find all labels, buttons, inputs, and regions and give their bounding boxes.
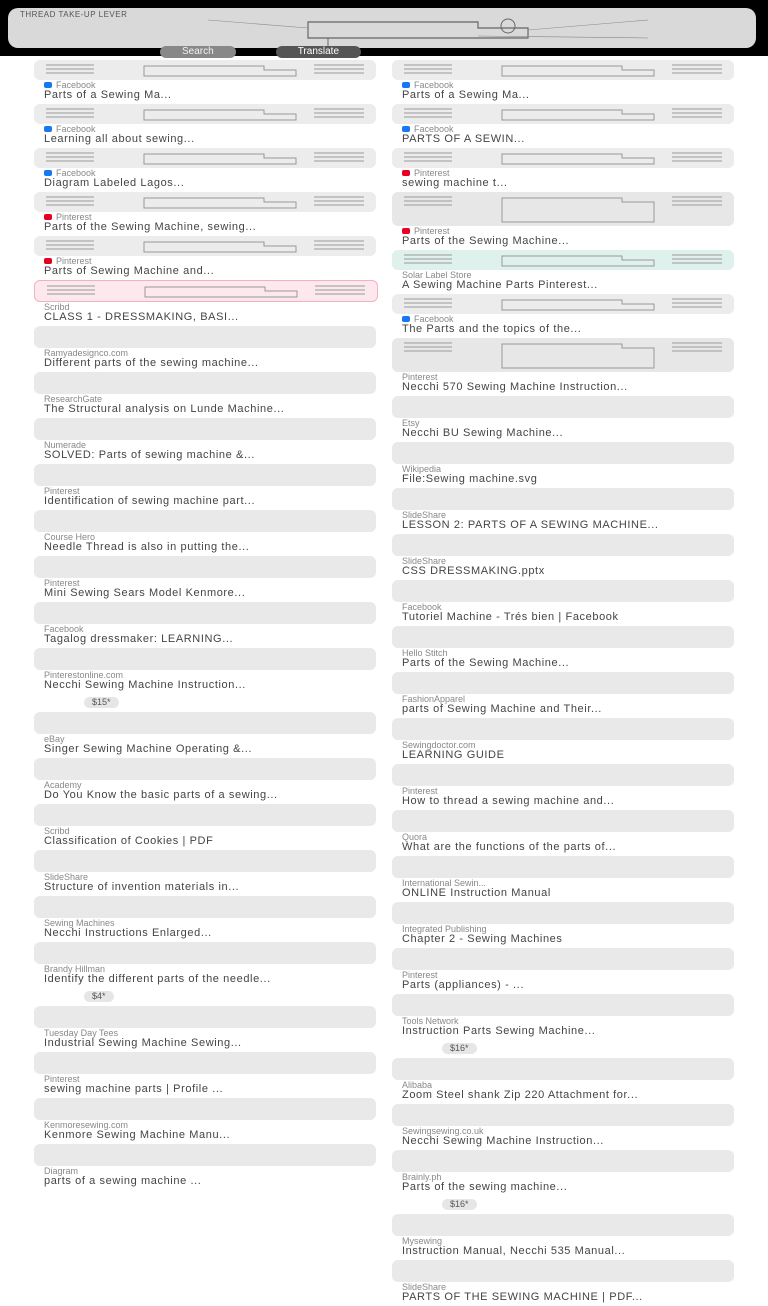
result-source[interactable]: [392, 418, 734, 428]
result-source-label: Pinterest: [402, 372, 438, 382]
result-thumbnail[interactable]: [392, 192, 734, 226]
result-card[interactable]: [392, 488, 734, 532]
result-thumbnail[interactable]: [34, 896, 376, 918]
result-source[interactable]: [34, 124, 376, 134]
result-source-label: Pinterest: [414, 168, 450, 178]
result-source-label: Brainly.ph: [402, 1172, 442, 1182]
result-title[interactable]: Classification of Cookies | PDF: [44, 836, 214, 847]
result-source-label: Facebook: [56, 168, 96, 178]
facebook-icon: [402, 126, 410, 132]
result-card[interactable]: [34, 280, 376, 324]
result-title[interactable]: The Structural analysis on Lunde Machine...: [44, 404, 285, 415]
result-title[interactable]: Diagram Labeled Lagos...: [44, 178, 185, 189]
result-title[interactable]: Learning all about sewing...: [44, 134, 195, 145]
facebook-icon: [44, 126, 52, 132]
result-source-label: Kenmoresewing.com: [44, 1120, 129, 1130]
result-thumbnail[interactable]: [392, 1260, 734, 1282]
result-thumbnail[interactable]: [392, 856, 734, 878]
result-source[interactable]: [392, 464, 734, 474]
result-source-label: eBay: [44, 734, 65, 744]
result-source-label: Pinterest: [44, 1074, 80, 1084]
result-source[interactable]: [34, 1074, 376, 1084]
result-card[interactable]: [34, 372, 376, 416]
result-card[interactable]: [392, 672, 734, 716]
result-title[interactable]: Kenmore Sewing Machine Manu...: [44, 1130, 231, 1141]
result-thumbnail[interactable]: [34, 850, 376, 872]
result-thumbnail[interactable]: [392, 672, 734, 694]
result-source-label: Hello Stitch: [402, 648, 448, 658]
result-title[interactable]: parts of a sewing machine ...: [44, 1176, 202, 1187]
lens-image-preview[interactable]: [8, 8, 756, 48]
facebook-icon: [402, 316, 410, 322]
result-title[interactable]: LESSON 2: PARTS OF A SEWING MACHINE...: [402, 520, 659, 531]
result-source[interactable]: [34, 1120, 376, 1130]
result-title[interactable]: Needle Thread is also in putting the...: [44, 542, 250, 553]
result-source-label: Facebook: [56, 124, 96, 134]
result-source-label: SlideShare: [402, 1282, 447, 1292]
tab-search[interactable]: Search: [160, 46, 236, 58]
result-source-label: Sewing Machines: [44, 918, 115, 928]
result-thumbnail[interactable]: [34, 712, 376, 734]
thumbnail-sketch: [392, 148, 734, 168]
result-source[interactable]: [392, 1126, 734, 1136]
result-source[interactable]: [392, 124, 734, 134]
result-source-label: Quora: [402, 832, 428, 842]
result-source-label: Wikipedia: [402, 464, 442, 474]
result-card[interactable]: [392, 1150, 734, 1212]
result-title[interactable]: Parts of the Sewing Machine...: [402, 236, 570, 247]
result-source[interactable]: [392, 648, 734, 658]
result-source-label: Numerade: [44, 440, 87, 450]
result-title[interactable]: Tagalog dressmaker: LEARNING...: [44, 634, 234, 645]
result-source[interactable]: [392, 970, 734, 980]
thumbnail-sketch: [34, 192, 376, 212]
thumbnail-sketch: [392, 338, 734, 372]
result-title[interactable]: PARTS OF A SEWIN...: [402, 134, 525, 145]
result-thumbnail[interactable]: [34, 510, 376, 532]
result-thumbnail[interactable]: [392, 1058, 734, 1080]
result-source-label: Pinterest: [402, 970, 438, 980]
result-thumbnail[interactable]: [392, 810, 734, 832]
result-source[interactable]: [392, 314, 734, 324]
facebook-icon: [402, 82, 410, 88]
result-source-label: Etsy: [402, 418, 420, 428]
result-title[interactable]: The Parts and the topics of the...: [402, 324, 582, 335]
price-badge: $16*: [442, 1199, 477, 1210]
result-card[interactable]: [392, 192, 734, 248]
result-card[interactable]: [34, 1098, 376, 1142]
result-card[interactable]: [34, 104, 376, 146]
result-source[interactable]: [34, 734, 376, 744]
result-card[interactable]: [34, 326, 376, 370]
result-title[interactable]: sewing machine parts | Profile ...: [44, 1084, 224, 1095]
result-source-label: Pinterest: [56, 256, 92, 266]
result-title[interactable]: Chapter 2 - Sewing Machines: [402, 934, 563, 945]
result-card[interactable]: [392, 396, 734, 440]
result-source[interactable]: [34, 1028, 376, 1038]
result-source[interactable]: [392, 372, 734, 382]
result-thumbnail[interactable]: [34, 372, 376, 394]
result-card[interactable]: [34, 1052, 376, 1096]
result-title[interactable]: sewing machine t...: [402, 178, 508, 189]
result-source-label: Integrated Publishing: [402, 924, 487, 934]
result-thumbnail[interactable]: [392, 250, 734, 270]
result-source[interactable]: [34, 872, 376, 882]
result-source-label: Pinterest: [56, 212, 92, 222]
tab-translate[interactable]: Translate: [276, 46, 361, 58]
result-title[interactable]: Necchi 570 Sewing Machine Instruction...: [402, 382, 628, 393]
result-thumbnail[interactable]: [34, 942, 376, 964]
result-thumbnail[interactable]: [392, 626, 734, 648]
result-source-label: SlideShare: [402, 556, 447, 566]
thumbnail-sketch: [34, 104, 376, 124]
result-thumbnail[interactable]: [392, 104, 734, 124]
result-source[interactable]: [392, 556, 734, 566]
result-title[interactable]: Necchi Sewing Machine Instruction...: [402, 1136, 604, 1147]
result-source-label: Scribd: [44, 302, 70, 312]
result-source[interactable]: [34, 168, 376, 178]
result-card[interactable]: [392, 1214, 734, 1258]
result-card[interactable]: [392, 1104, 734, 1148]
result-title[interactable]: parts of Sewing Machine and Their...: [402, 704, 602, 715]
result-card[interactable]: [34, 804, 376, 848]
result-source[interactable]: [34, 302, 376, 312]
result-card[interactable]: [34, 942, 376, 1004]
result-card[interactable]: [392, 626, 734, 670]
result-title[interactable]: Parts of the Sewing Machine, sewing...: [44, 222, 257, 233]
result-thumbnail[interactable]: [34, 1006, 376, 1028]
result-source[interactable]: [392, 1016, 734, 1026]
result-card[interactable]: [392, 338, 734, 394]
result-thumbnail[interactable]: [392, 1104, 734, 1126]
result-source[interactable]: [34, 826, 376, 836]
result-source[interactable]: [34, 532, 376, 542]
result-card[interactable]: [34, 850, 376, 894]
result-source[interactable]: [34, 780, 376, 790]
result-source[interactable]: [392, 510, 734, 520]
result-thumbnail[interactable]: [392, 580, 734, 602]
result-source-label: Scribd: [44, 826, 70, 836]
result-source-label: Pinterest: [44, 486, 80, 496]
result-source-label: Sewingdoctor.com: [402, 740, 476, 750]
result-source-label: FashionApparel: [402, 694, 466, 704]
result-card[interactable]: [34, 236, 376, 278]
result-source-label: Ramyadesignco.com: [44, 348, 129, 358]
result-card[interactable]: [34, 418, 376, 462]
result-title[interactable]: Parts of a Sewing Ma...: [402, 90, 530, 101]
result-thumbnail[interactable]: [34, 1052, 376, 1074]
result-source[interactable]: [392, 226, 734, 236]
result-thumbnail[interactable]: [34, 804, 376, 826]
result-source[interactable]: [392, 168, 734, 178]
result-title[interactable]: CSS DRESSMAKING.pptx: [402, 566, 545, 577]
result-source[interactable]: [34, 348, 376, 358]
result-source[interactable]: [392, 602, 734, 612]
result-card[interactable]: [392, 104, 734, 146]
result-source[interactable]: [34, 212, 376, 222]
thumbnail-sketch: [35, 281, 377, 301]
result-source-label: Diagram: [44, 1166, 79, 1176]
result-source-label: Facebook: [56, 80, 96, 90]
result-card[interactable]: [34, 758, 376, 802]
result-card[interactable]: [34, 464, 376, 508]
result-title[interactable]: Instruction Parts Sewing Machine...: [402, 1026, 596, 1037]
facebook-icon: [44, 170, 52, 176]
result-thumbnail[interactable]: [34, 464, 376, 486]
result-source[interactable]: [392, 1236, 734, 1246]
result-thumbnail[interactable]: [392, 764, 734, 786]
result-source-label: Facebook: [402, 602, 442, 612]
result-source[interactable]: [392, 924, 734, 934]
pinterest-icon: [402, 170, 410, 176]
result-title[interactable]: Parts (appliances) - ...: [402, 980, 524, 991]
result-source-label: Alibaba: [402, 1080, 433, 1090]
result-source-label: Facebook: [414, 80, 454, 90]
result-title[interactable]: SOLVED: Parts of sewing machine &...: [44, 450, 255, 461]
result-thumbnail[interactable]: [34, 192, 376, 212]
result-title[interactable]: Singer Sewing Machine Operating &...: [44, 744, 253, 755]
result-thumbnail[interactable]: [392, 488, 734, 510]
result-card[interactable]: [34, 602, 376, 646]
result-thumbnail[interactable]: [392, 148, 734, 168]
result-source[interactable]: [392, 786, 734, 796]
result-thumbnail[interactable]: [34, 104, 376, 124]
result-card[interactable]: [34, 1144, 376, 1188]
result-title[interactable]: Instruction Manual, Necchi 535 Manual...: [402, 1246, 626, 1257]
result-title[interactable]: Tutoriel Machine - Trés bien | Facebook: [402, 612, 619, 623]
result-card[interactable]: [34, 556, 376, 600]
price-badge: $16*: [442, 1043, 477, 1054]
result-title[interactable]: Structure of invention materials in...: [44, 882, 240, 893]
result-source-label: International Sewin...: [402, 878, 487, 888]
result-source[interactable]: [34, 1166, 376, 1176]
result-thumbnail[interactable]: [392, 1214, 734, 1236]
result-title[interactable]: Different parts of the sewing machine...: [44, 358, 259, 369]
result-source-label: Sewingsewing.co.uk: [402, 1126, 484, 1136]
result-thumbnail[interactable]: [34, 236, 376, 256]
result-title[interactable]: Industrial Sewing Machine Sewing...: [44, 1038, 242, 1049]
result-thumbnail[interactable]: [392, 1150, 734, 1172]
result-source-label: Solar Label Store: [402, 270, 472, 280]
result-source[interactable]: [34, 486, 376, 496]
result-source[interactable]: [392, 740, 734, 750]
result-thumbnail[interactable]: [34, 280, 378, 302]
thumbnail-sketch: [392, 250, 734, 270]
result-card[interactable]: [34, 60, 376, 102]
results-column-right: [392, 60, 734, 1306]
result-title[interactable]: ONLINE Instruction Manual: [402, 888, 551, 899]
result-source-label: SlideShare: [402, 510, 447, 520]
result-source[interactable]: [392, 270, 734, 280]
thumbnail-sketch: [392, 294, 734, 314]
result-source-label: Mysewing: [402, 1236, 443, 1246]
result-source-label: Pinterestonline.com: [44, 670, 124, 680]
result-thumbnail[interactable]: [392, 294, 734, 314]
result-title[interactable]: Parts of the sewing machine...: [402, 1182, 568, 1193]
result-source-label: Facebook: [44, 624, 84, 634]
result-source-label: Pinterest: [414, 226, 450, 236]
price-badge: $4*: [84, 991, 114, 1002]
thumbnail-sketch: [392, 192, 734, 226]
diagram-caption: THREAD TAKE-UP LEVER: [20, 10, 128, 19]
mode-tabs: [160, 46, 361, 58]
result-card[interactable]: [392, 250, 734, 292]
result-thumbnail[interactable]: [34, 556, 376, 578]
result-card[interactable]: [392, 810, 734, 854]
result-title[interactable]: Parts of the Sewing Machine...: [402, 658, 570, 669]
result-thumbnail[interactable]: [34, 60, 376, 80]
thumbnail-sketch: [34, 148, 376, 168]
thumbnail-sketch: [392, 104, 734, 124]
result-source[interactable]: [34, 440, 376, 450]
result-title[interactable]: Identification of sewing machine part...: [44, 496, 256, 507]
result-source[interactable]: [392, 1172, 734, 1182]
result-source[interactable]: [34, 256, 376, 266]
result-thumbnail[interactable]: [34, 648, 376, 670]
result-card[interactable]: [34, 148, 376, 190]
result-thumbnail[interactable]: [34, 758, 376, 780]
result-thumbnail[interactable]: [392, 338, 734, 372]
result-card[interactable]: [392, 718, 734, 762]
result-source-label: Course Hero: [44, 532, 96, 542]
result-thumbnail[interactable]: [34, 326, 376, 348]
result-thumbnail[interactable]: [34, 418, 376, 440]
result-title[interactable]: A Sewing Machine Parts Pinterest...: [402, 280, 598, 291]
result-card[interactable]: [34, 648, 376, 710]
result-source[interactable]: [392, 832, 734, 842]
result-card[interactable]: [34, 712, 376, 756]
result-source-label: Pinterest: [44, 578, 80, 588]
result-source[interactable]: [34, 394, 376, 404]
result-card[interactable]: [34, 510, 376, 554]
result-card[interactable]: [392, 294, 734, 336]
result-thumbnail[interactable]: [34, 1144, 376, 1166]
result-thumbnail[interactable]: [34, 148, 376, 168]
result-source-label: Facebook: [414, 314, 454, 324]
result-source[interactable]: [34, 918, 376, 928]
result-source-label: ResearchGate: [44, 394, 103, 404]
result-title[interactable]: Mini Sewing Sears Model Kenmore...: [44, 588, 246, 599]
result-title[interactable]: Necchi BU Sewing Machine...: [402, 428, 564, 439]
price-badge: $15*: [84, 697, 119, 708]
result-title[interactable]: Zoom Steel shank Zip 220 Attachment for...: [402, 1090, 639, 1101]
result-thumbnail[interactable]: [392, 442, 734, 464]
result-source-label: Pinterest: [402, 786, 438, 796]
pinterest-icon: [402, 228, 410, 234]
result-card[interactable]: [392, 948, 734, 992]
result-source-label: Academy: [44, 780, 82, 790]
result-thumbnail[interactable]: [392, 534, 734, 556]
result-title[interactable]: What are the functions of the parts of...: [402, 842, 617, 853]
result-thumbnail[interactable]: [392, 718, 734, 740]
result-card[interactable]: [392, 442, 734, 486]
result-source-label: Tuesday Day Tees: [44, 1028, 119, 1038]
result-source[interactable]: [392, 878, 734, 888]
result-thumbnail[interactable]: [34, 1098, 376, 1120]
result-card[interactable]: [34, 896, 376, 940]
result-source[interactable]: [34, 964, 376, 974]
result-thumbnail[interactable]: [392, 396, 734, 418]
pinterest-icon: [44, 214, 52, 220]
result-card[interactable]: [392, 902, 734, 946]
result-title[interactable]: LEARNING GUIDE: [402, 750, 505, 761]
result-card[interactable]: [392, 580, 734, 624]
result-title[interactable]: How to thread a sewing machine and...: [402, 796, 615, 807]
result-title[interactable]: Necchi Instructions Enlarged...: [44, 928, 212, 939]
result-card[interactable]: [392, 60, 734, 102]
result-source[interactable]: [34, 578, 376, 588]
result-title[interactable]: Necchi Sewing Machine Instruction...: [44, 680, 246, 691]
thumbnail-sketch: [34, 236, 376, 256]
result-thumbnail[interactable]: [392, 60, 734, 80]
result-card[interactable]: [392, 994, 734, 1056]
result-title[interactable]: Parts of Sewing Machine and...: [44, 266, 215, 277]
result-thumbnail[interactable]: [392, 902, 734, 924]
result-card[interactable]: [392, 148, 734, 190]
lens-header: [0, 0, 768, 56]
result-source[interactable]: [392, 1080, 734, 1090]
result-title[interactable]: Do You Know the basic parts of a sewing...: [44, 790, 278, 801]
result-source[interactable]: [34, 80, 376, 90]
results-column-left: [34, 60, 376, 1190]
result-title[interactable]: File:Sewing machine.svg: [402, 474, 538, 485]
result-card[interactable]: [34, 192, 376, 234]
result-source[interactable]: [392, 80, 734, 90]
result-source-label: Brandy Hillman: [44, 964, 106, 974]
result-source-label: Facebook: [414, 124, 454, 134]
result-card[interactable]: [392, 764, 734, 808]
result-thumbnail[interactable]: [392, 948, 734, 970]
result-card[interactable]: [392, 534, 734, 578]
result-thumbnail[interactable]: [392, 994, 734, 1016]
result-source[interactable]: [34, 670, 376, 680]
pinterest-icon: [44, 258, 52, 264]
result-source[interactable]: [392, 1282, 734, 1292]
result-title[interactable]: Identify the different parts of the needle...: [44, 974, 271, 985]
result-title[interactable]: PARTS OF THE SEWING MACHINE | PDF...: [402, 1292, 643, 1303]
result-title[interactable]: CLASS 1 - DRESSMAKING, BASI...: [44, 312, 239, 323]
result-source[interactable]: [34, 624, 376, 634]
thumbnail-sketch: [392, 60, 734, 80]
result-title[interactable]: Parts of a Sewing Ma...: [44, 90, 172, 101]
result-source[interactable]: [392, 694, 734, 704]
result-card[interactable]: [392, 1058, 734, 1102]
result-source-label: Tools Network: [402, 1016, 459, 1026]
facebook-icon: [44, 82, 52, 88]
thumbnail-sketch: [34, 60, 376, 80]
result-thumbnail[interactable]: [34, 602, 376, 624]
result-card[interactable]: [392, 1260, 734, 1304]
result-card[interactable]: [392, 856, 734, 900]
result-card[interactable]: [34, 1006, 376, 1050]
result-source-label: SlideShare: [44, 872, 89, 882]
